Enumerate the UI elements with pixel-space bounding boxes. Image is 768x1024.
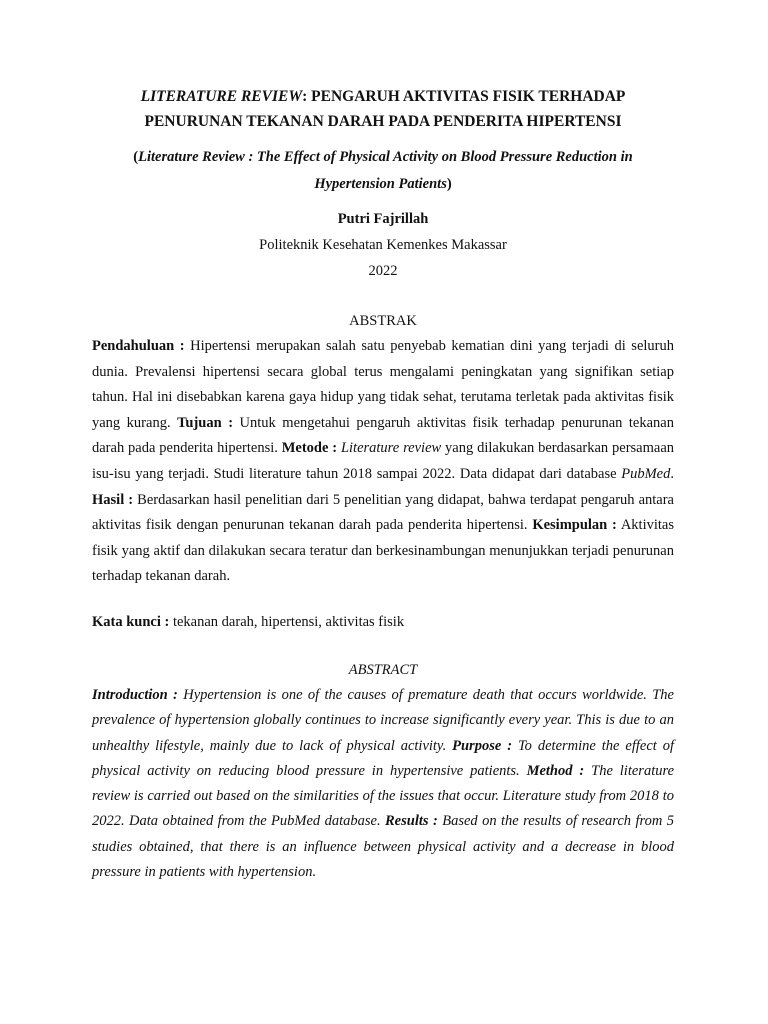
paper-title [92, 84, 674, 134]
keywords-label: Kata kunci : [92, 613, 170, 630]
publication-year: 2022 [368, 263, 398, 279]
metode-label: Metode : [281, 440, 338, 457]
method-text: The literature review is carried out based on the similarities of the issues that occur. Literature study from 2018 to 2022. Data obtained from the PubMed database. [92, 762, 675, 830]
metode-end: . [670, 465, 674, 482]
document-page [92, 84, 674, 885]
tujuan-label: Tujuan : [177, 414, 234, 431]
author-name: Putri Fajrillah [337, 211, 429, 227]
metode-italic: Literature review [337, 440, 442, 457]
results-text: Based on the results of research from 5 studies obtained, that there is an influence between physical activity and a decrease in blood pressure in patients with hypertension. [92, 813, 675, 881]
results-label: Results : [385, 813, 438, 830]
abstrak-paragraph [92, 334, 674, 590]
kesimpulan-text: Aktivitas fisik yang aktif dan dilakukan secara teratur dan berkesinambungan menunjukkan terjadi penurunan terhadap tekanan darah. [92, 517, 674, 585]
pendahuluan-text: Hipertensi merupakan salah satu penyebab kematian dini yang terjadi di seluruh dunia. Prevalensi hipertensi secara global terus mengalami peningkatan yang signifikan setiap tahun. Hal ini disebabkan karena gaya hidup yang tidak sehat, terutama terletak pada aktivitas fisik yang kurang. [92, 338, 674, 431]
keywords-line [92, 612, 674, 632]
pendahuluan-label: Pendahuluan : [92, 338, 185, 354]
abstract-heading: ABSTRACT [348, 661, 418, 678]
abstract-paragraph [92, 683, 674, 885]
english-title [92, 144, 674, 198]
method-label: Method : [526, 762, 585, 779]
abstrak-heading: ABSTRAK [349, 313, 417, 329]
metode-text: yang dilakukan berdasarkan persamaan isu-isu yang terjadi. Studi literature tahun 2018 sampai 2022. Data didapat dari database [92, 440, 675, 482]
title-italic-prefix: LITERATURE REVIEW [140, 88, 303, 105]
kesimpulan-label: Kesimpulan : [532, 517, 617, 534]
introduction-label: Introduction : [92, 686, 178, 703]
keywords-text: tekanan darah, hipertensi, aktivitas fisik [169, 613, 405, 630]
hasil-text: Berdasarkan hasil penelitian dari 5 penelitian yang didapat, bahwa terdapat pengaruh antara aktivitas fisik dengan penurunan tekanan darah pada penderita hipertensi. [92, 491, 674, 534]
subtitle-line2: Hypertension Patients [314, 176, 447, 192]
purpose-label: Purpose : [452, 737, 513, 754]
subtitle-close-paren: ) [446, 176, 452, 192]
purpose-text: To determine the effect of physical activity on reducing blood pressure in hypertensive patients. [92, 737, 674, 779]
subtitle-line1: Literature Review : The Effect of Physical Activity on Blood Pressure Reduction in [138, 149, 633, 165]
title-line2: PENURUNAN TEKANAN DARAH PADA PENDERITA HIPERTENSI [144, 113, 622, 130]
affiliation: Politeknik Kesehatan Kemenkes Makassar [259, 237, 507, 253]
tujuan-text: Untuk mengetahui pengaruh aktivitas fisik terhadap penurunan tekanan darah pada penderita hipertensi. [92, 414, 674, 457]
title-line1-rest: : PENGARUH AKTIVITAS FISIK TERHADAP [302, 88, 626, 105]
metode-database: PubMed [621, 465, 671, 482]
hasil-label: Hasil : [92, 491, 134, 508]
subtitle-open-paren: ( [133, 149, 139, 165]
introduction-text: Hypertension is one of the causes of premature death that occurs worldwide. The prevalence of hypertension globally continues to increase significantly every year. This is due to an unhealthy lifestyle, mainly due to lack of physical activity. [92, 686, 674, 754]
